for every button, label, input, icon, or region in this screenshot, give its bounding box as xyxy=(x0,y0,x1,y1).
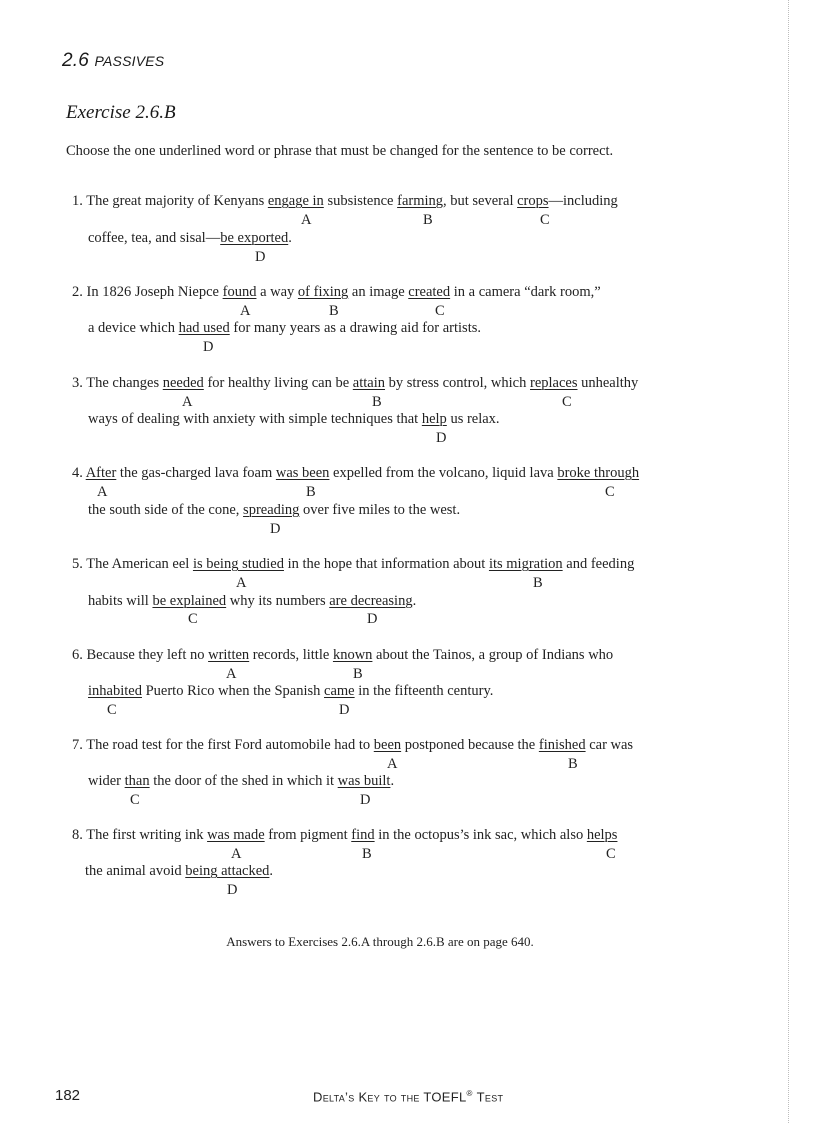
underlined-choice: its migration xyxy=(488,556,563,572)
sentence-text: The road test for the first Ford automobile had to xyxy=(86,737,374,753)
question-line-2 xyxy=(88,593,416,610)
question-text xyxy=(87,284,601,300)
question-text xyxy=(85,863,273,879)
choice-letter: B xyxy=(423,212,433,228)
sentence-text: coffee, tea, and sisal— xyxy=(88,230,221,246)
choice-letter: B xyxy=(568,756,578,772)
answers-note: Answers to Exercises 2.6.A through 2.6.B are on page 640. xyxy=(226,934,534,949)
underlined-choice: written xyxy=(208,647,250,663)
question-number: 7. xyxy=(72,737,83,753)
question-text xyxy=(86,737,633,753)
sentence-text: The great majority of Kenyans xyxy=(86,193,268,209)
underlined-choice: was made xyxy=(207,827,265,843)
underlined-choice: inhabited xyxy=(88,683,142,699)
choice-letter: B xyxy=(372,394,382,410)
underlined-choice: be exported xyxy=(220,230,289,246)
book-title: Delta’s Key to the TOEFL xyxy=(313,1089,467,1105)
sentence-text: in a camera “dark room,” xyxy=(450,284,601,300)
question-number: 1. xyxy=(72,193,83,209)
sentence-text: in the fifteenth century. xyxy=(354,683,494,699)
underlined-choice: attain xyxy=(352,375,386,391)
sentence-text: from pigment xyxy=(264,827,352,843)
question-line-1 xyxy=(72,284,601,301)
choice-letter: C xyxy=(606,846,616,862)
sentence-text: about the Tainos, a group of Indians who xyxy=(372,647,614,663)
underlined-choice: had used xyxy=(178,320,230,336)
underlined-choice: of fixing xyxy=(297,284,349,300)
question-number: 3. xyxy=(72,375,83,391)
choice-letter: C xyxy=(130,792,140,808)
underlined-choice: is being studied xyxy=(192,556,284,572)
section-number: 2.6 xyxy=(62,50,90,71)
question-text xyxy=(86,465,639,481)
sentence-text: The American eel xyxy=(86,556,193,572)
question-text xyxy=(88,773,394,789)
sentence-text: expelled from the volcano, liquid lava xyxy=(329,465,558,481)
choice-letter: D xyxy=(203,339,214,355)
sentence-text: In 1826 Joseph Niepce xyxy=(86,284,223,300)
sentence-text: habits will xyxy=(88,593,153,609)
sentence-text: subsistence xyxy=(323,193,398,209)
choice-letter: C xyxy=(605,484,615,500)
underlined-choice: farming xyxy=(397,193,444,209)
underlined-choice: spreading xyxy=(243,502,300,518)
underlined-choice: finished xyxy=(538,737,586,753)
choice-letter: A xyxy=(182,394,193,410)
question-text xyxy=(88,593,416,609)
underlined-choice: being attacked xyxy=(185,863,270,879)
registered-mark: ® xyxy=(466,1089,473,1098)
sentence-text: us relax. xyxy=(446,411,500,427)
underlined-choice: known xyxy=(332,647,373,663)
sentence-text: —including xyxy=(548,193,618,209)
section-title: PASSIVES xyxy=(94,53,165,69)
question-text xyxy=(88,683,493,699)
sentence-text: in the octopus’s ink sac, which also xyxy=(374,827,587,843)
underlined-choice: helps xyxy=(586,827,618,843)
sentence-text: ways of dealing with anxiety with simple techniques that xyxy=(88,411,422,427)
choice-letter: A xyxy=(387,756,398,772)
question-line-2 xyxy=(88,683,493,700)
question-line-1 xyxy=(72,556,634,573)
choice-letter: A xyxy=(231,846,242,862)
question-text xyxy=(88,502,460,518)
choice-letter: A xyxy=(240,303,251,319)
page-edge-line xyxy=(788,0,790,1123)
sentence-text: why its numbers xyxy=(226,593,330,609)
choice-letter: D xyxy=(255,249,266,265)
choice-letter: A xyxy=(226,666,237,682)
choice-letter: D xyxy=(436,430,447,446)
sentence-text: car was xyxy=(585,737,634,753)
page-number: 182 xyxy=(55,1087,81,1104)
sentence-text: the animal avoid xyxy=(85,863,186,879)
sentence-text: over five miles to the west. xyxy=(299,502,461,518)
sentence-text: the south side of the cone, xyxy=(88,502,244,518)
sentence-text: . xyxy=(390,773,395,789)
question-text xyxy=(88,320,481,336)
question-number: 8. xyxy=(72,827,83,843)
underlined-choice: crops xyxy=(517,193,549,209)
question-line-2 xyxy=(88,773,394,790)
choice-letter: B xyxy=(329,303,339,319)
choice-letter: D xyxy=(227,882,238,898)
sentence-text: records, little xyxy=(249,647,333,663)
footer-book-title xyxy=(313,1089,503,1104)
question-text xyxy=(88,411,500,427)
question-line-2 xyxy=(88,502,460,519)
underlined-choice: created xyxy=(408,284,451,300)
underlined-choice: been xyxy=(373,737,402,753)
underlined-choice: After xyxy=(85,465,117,481)
choice-letter: B xyxy=(306,484,316,500)
choice-letter: B xyxy=(533,575,543,591)
choice-letter: A xyxy=(236,575,247,591)
underlined-choice: found xyxy=(222,284,257,300)
sentence-text: for many years as a drawing aid for artists. xyxy=(229,320,481,336)
question-text xyxy=(86,193,618,209)
question-line-1 xyxy=(72,193,618,210)
underlined-choice: be explained xyxy=(152,593,227,609)
underlined-choice: than xyxy=(124,773,150,789)
sentence-text: an image xyxy=(348,284,409,300)
question-text xyxy=(86,375,638,391)
choice-letter: A xyxy=(97,484,108,500)
choice-letter: C xyxy=(435,303,445,319)
choice-letter: B xyxy=(353,666,363,682)
exercise-title: Exercise 2.6.B xyxy=(66,102,176,123)
sentence-text: a device which xyxy=(88,320,179,336)
sentence-text: and feeding xyxy=(562,556,635,572)
question-line-1 xyxy=(72,827,617,844)
sentence-text: . xyxy=(269,863,274,879)
underlined-choice: was built xyxy=(337,773,391,789)
question-text xyxy=(86,556,634,572)
underlined-choice: was been xyxy=(275,465,330,481)
choice-letter: D xyxy=(367,611,378,627)
question-line-1 xyxy=(72,465,639,482)
question-text xyxy=(88,230,292,246)
underlined-choice: find xyxy=(351,827,375,843)
choice-letter: A xyxy=(301,212,312,228)
question-number: 4. xyxy=(72,465,83,481)
sentence-text: by stress control, which xyxy=(385,375,530,391)
question-number: 2. xyxy=(72,284,83,300)
choice-letter: D xyxy=(360,792,371,808)
question-text xyxy=(87,647,614,663)
choice-letter: D xyxy=(270,521,281,537)
sentence-text: . xyxy=(412,593,417,609)
sentence-text: for healthy living can be xyxy=(203,375,353,391)
underlined-choice: help xyxy=(421,411,447,427)
sentence-text: The first writing ink xyxy=(86,827,208,843)
question-line-1 xyxy=(72,647,613,664)
sentence-text: in the hope that information about xyxy=(283,556,489,572)
sentence-text: The changes xyxy=(86,375,163,391)
sentence-text: , but several xyxy=(443,193,518,209)
choice-letter: C xyxy=(188,611,198,627)
choice-letter: C xyxy=(562,394,572,410)
sentence-text: the door of the shed in which it xyxy=(149,773,338,789)
sentence-text: Because they left no xyxy=(86,647,209,663)
question-line-1 xyxy=(72,375,638,392)
underlined-choice: needed xyxy=(162,375,204,391)
sentence-text: Puerto Rico when the Spanish xyxy=(141,683,325,699)
sentence-text: the gas-charged lava foam xyxy=(116,465,276,481)
book-title-end: Test xyxy=(476,1089,504,1105)
underlined-choice: replaces xyxy=(530,375,578,391)
question-line-2 xyxy=(88,411,500,428)
sentence-text: unhealthy xyxy=(577,375,639,391)
question-line-1 xyxy=(72,737,633,754)
section-heading xyxy=(62,50,164,72)
question-line-2 xyxy=(88,320,481,337)
question-line-2 xyxy=(85,863,273,880)
choice-letter: D xyxy=(339,702,350,718)
sentence-text: a way xyxy=(256,284,298,300)
sentence-text: . xyxy=(288,230,292,246)
choice-letter: C xyxy=(107,702,117,718)
question-number: 6. xyxy=(72,647,83,663)
sentence-text: wider xyxy=(88,773,125,789)
underlined-choice: broke through xyxy=(557,465,640,481)
question-number: 5. xyxy=(72,556,83,572)
choice-letter: B xyxy=(362,846,372,862)
choice-letter: C xyxy=(540,212,550,228)
underlined-choice: engage in xyxy=(267,193,324,209)
sentence-text: postponed because the xyxy=(401,737,539,753)
underlined-choice: came xyxy=(324,683,355,699)
underlined-choice: are decreasing xyxy=(329,593,413,609)
question-line-2 xyxy=(88,230,292,247)
question-text xyxy=(86,827,617,843)
instructions: Choose the one underlined word or phrase that must be changed for the sentence to be correct. xyxy=(66,143,614,159)
